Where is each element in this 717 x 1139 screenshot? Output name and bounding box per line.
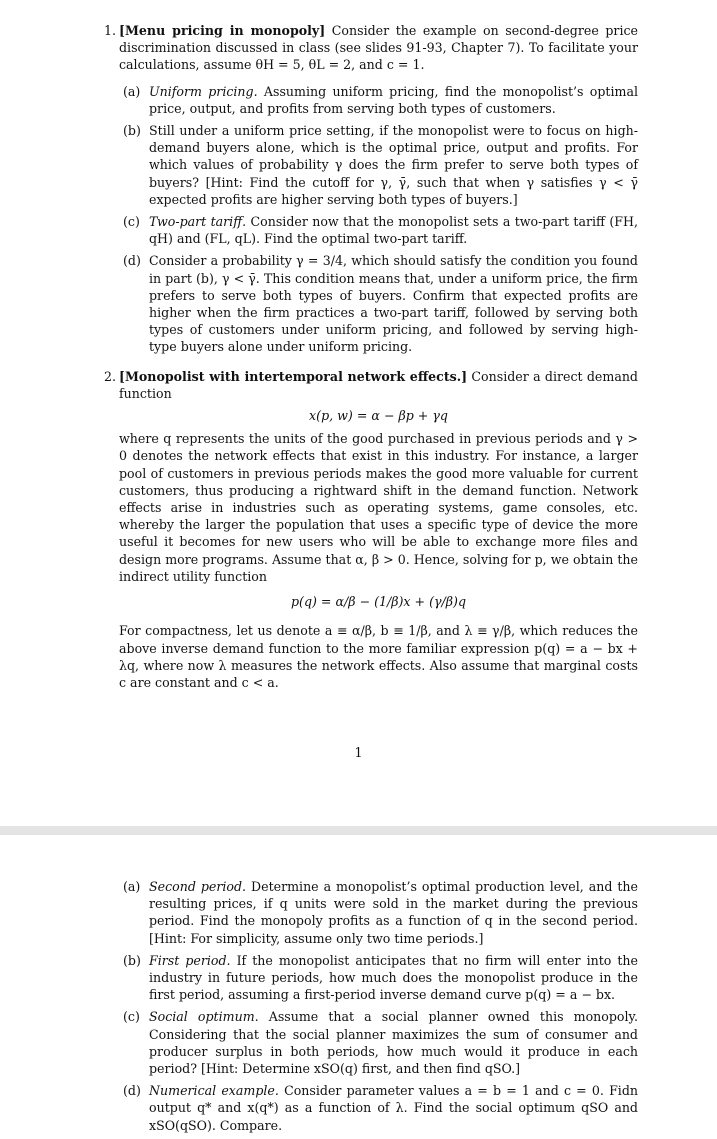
part-title: First period.	[149, 952, 231, 968]
part-c	[119, 213, 638, 247]
part-text: Assume that a social planner owned this monopoly. Considering that the social planner maximizes the sum of consumer and producer surplus in both periods, how much would it produce in each period? [Hint: Determine xSO(q) first, and then find qSO.]	[149, 1009, 638, 1077]
question-title: [Menu pricing in monopoly]	[119, 23, 326, 38]
part-text: If the monopolist anticipates that no firm will enter into the industry in future periods, how much does the monopolist produce in the first period, assuming a first-period inverse demand curve p(q) = a − bx.	[149, 952, 638, 1003]
part-title: Social optimum.	[149, 1009, 259, 1025]
question-text: Consider the example on second-degree price discrimination discussed in class (see slides 91-93, Chapter 7). To facilitate your calculations, assume θH = 5, θL = 2, and c = 1.	[119, 23, 638, 73]
part-d	[119, 252, 638, 355]
part-title: Numerical example.	[149, 1083, 279, 1099]
part-label: (a)	[123, 879, 141, 894]
question-2-parts	[104, 878, 638, 1134]
part-text: Assuming uniform pricing, find the monopolist’s optimal price, output, and profits from serving both types of customers.	[149, 83, 638, 116]
part-text: Consider a probability γ = 3/4, which should satisfy the condition you found in part (b), γ < γ̄. This condition means that, under a uniform price, the firm prefers to serve both types of buyers. Confirm that expected profits are higher when the firm practices a two-part tariff, followed by serving both types of customers under uniform pricing, and followed by serving high-type buyers alone under uniform pricing.	[149, 253, 638, 355]
part-c	[119, 1008, 638, 1077]
question-title: [Monopolist with intertemporal network effects.]	[119, 368, 468, 384]
equation-direct-demand: x(p, w) = α − βp + γq	[309, 408, 448, 424]
part-label: (a)	[123, 83, 141, 99]
page-separator	[0, 826, 717, 835]
page-2-content	[104, 878, 638, 1139]
part-a	[119, 878, 638, 947]
question-2-intro	[119, 368, 638, 402]
part-d	[119, 1082, 638, 1134]
page-2	[0, 835, 717, 1135]
part-text: Consider parameter values a = b = 1 and c = 0. Fidn output q* and x(q*) as a function of λ. Find the social optimum qSO and xSO(qSO). Compare.	[149, 1083, 639, 1133]
part-text: Determine a monopolist’s optimal production level, and the resulting prices, if q units were sold in the market during the previous period. Find the monopoly profits as a function of q in the second period. [Hint: For simplicity, assume only two time periods.]	[149, 879, 638, 946]
question-1-parts	[119, 83, 638, 356]
part-text: Still under a uniform price setting, if the monopolist were to focus on high-demand buyers alone, which is the optimal price, output and profits. For which values of probability γ does the firm prefer to serve both types of buyers? [Hint: Find the cutoff for γ, γ̄, such that when γ satisfies γ < γ̄ expected profits are higher serving both types of buyers.]	[149, 123, 638, 207]
part-label: (d)	[123, 253, 141, 269]
page-number: 1	[354, 745, 363, 760]
part-label: (d)	[123, 1083, 141, 1099]
part-b	[119, 952, 638, 1004]
question-2	[104, 368, 638, 691]
question-1-intro	[119, 22, 638, 74]
part-label: (c)	[123, 1009, 140, 1025]
paragraph-compactness: For compactness, let us denote a ≡ α/β, b ≡ 1/β, and λ ≡ γ/β, which reduces the above inverse demand function to the more familiar expression p(q) = a − bx + λq, where now λ measures the network effects. Also assume that marginal costs c are constant and c < a.	[119, 623, 638, 690]
part-title: Second period.	[149, 879, 247, 894]
part-label: (b)	[123, 952, 141, 968]
part-label: (b)	[123, 123, 141, 139]
question-text: Consider a direct demand function	[119, 368, 638, 401]
part-label: (c)	[123, 214, 140, 230]
question-1	[104, 22, 638, 356]
paragraph-network-effects: where q represents the units of the good purchased in previous periods and γ > 0 denotes the network effects that exist in this industry. For instance, a larger pool of customers in previous periods makes the good more valuable for current customers, thus producing a rightward shift in the demand function. Network effects arise in industries such as operating systems, game consoles, etc. whereby the larger the population that uses a specific type of device the more useful it becomes for new users who will be able to exchange more files and design more programs. Assume that α, β > 0. Hence, solving for p, we obtain the indirect utility function	[119, 431, 638, 584]
part-text: Consider now that the monopolist sets a two-part tariff (FH, qH) and (FL, qL). Find the optimal two-part tariff.	[149, 214, 638, 247]
part-b	[119, 122, 638, 208]
question-number: 2.	[104, 368, 117, 384]
equation-inverse-demand: p(q) = α/β − (1/β)x + (γ/β)q	[290, 594, 467, 610]
question-number: 1.	[104, 23, 117, 38]
part-title: Two-part tariff.	[149, 214, 247, 230]
part-a	[119, 83, 638, 117]
page-1-content	[104, 22, 638, 703]
part-title: Uniform pricing.	[149, 83, 258, 99]
